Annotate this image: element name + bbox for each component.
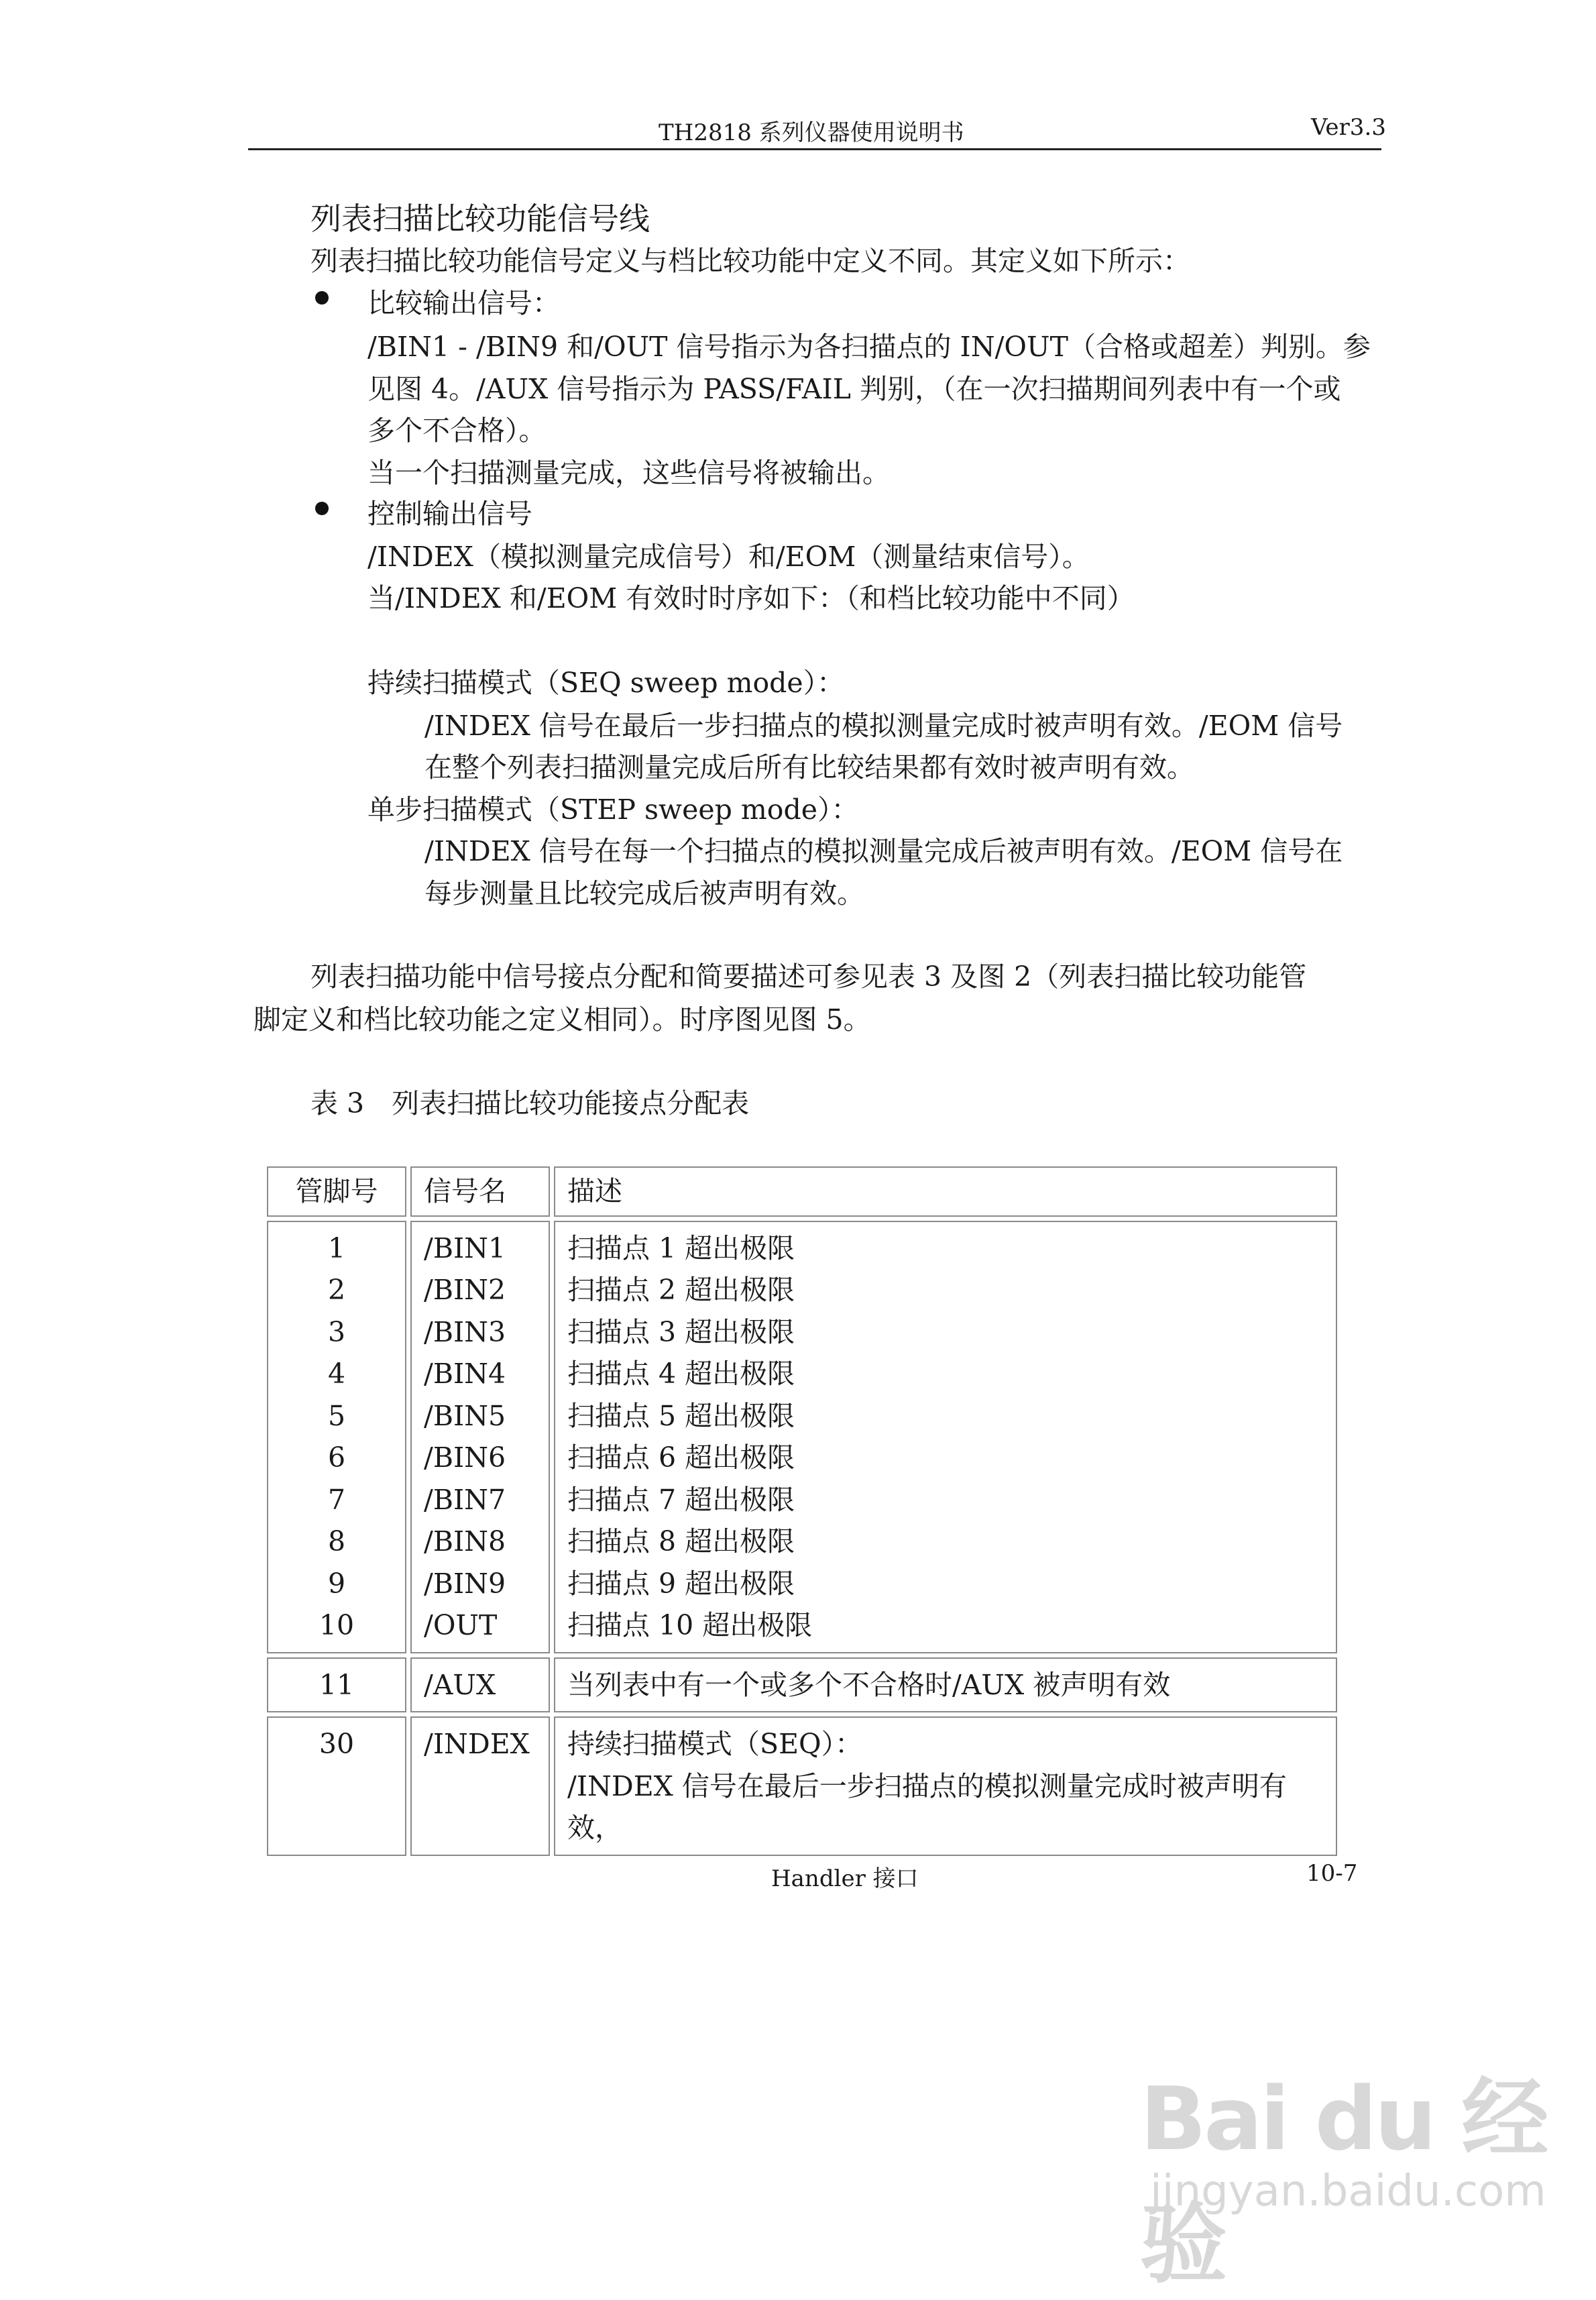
- signal-name: /BIN7: [424, 1483, 506, 1516]
- signal-description: 扫描点 3 超出极限: [567, 1315, 795, 1348]
- signal-name: /BIN3: [424, 1315, 506, 1348]
- header-rule: [248, 148, 1381, 150]
- pin-number: 5: [327, 1399, 346, 1432]
- pin-assignment-table: [263, 1162, 1341, 1860]
- header-pin-number: 管脚号: [267, 1166, 406, 1217]
- signal-name: /BIN2: [424, 1274, 506, 1306]
- footer-page-number: 10-7: [1306, 1860, 1358, 1887]
- pin-number: 10: [319, 1609, 355, 1641]
- signal-name: /BIN9: [424, 1567, 506, 1600]
- pin-number: 8: [327, 1525, 346, 1557]
- header-signal-name: 信号名: [410, 1166, 550, 1217]
- header-description: 描述: [554, 1166, 1337, 1217]
- signal-description: 扫描点 1 超出极限: [567, 1231, 795, 1264]
- section-title: 列表扫描比较功能信号线: [310, 201, 650, 237]
- bullet-text-line: /INDEX（模拟测量完成信号）和/EOM（测量结束信号）。: [367, 541, 1090, 573]
- running-header-title: TH2818 系列仪器使用说明书: [659, 119, 964, 146]
- signal-name: /BIN8: [424, 1525, 506, 1557]
- pin-number: 3: [327, 1315, 346, 1348]
- mode-title-seq: 持续扫描模式（SEQ sweep mode）：: [367, 667, 845, 699]
- bullet-dot: [315, 502, 329, 515]
- description-cell: [554, 1221, 1337, 1653]
- intro-paragraph: 列表扫描比较功能信号定义与档比较功能中定义不同。其定义如下所示：: [310, 245, 1190, 277]
- table-header-row: [267, 1166, 1337, 1217]
- signal-description: 扫描点 4 超出极限: [567, 1358, 795, 1390]
- signal-description: 扫描点 7 超出极限: [567, 1483, 795, 1516]
- bullet-text-line: 当/INDEX 和/EOM 有效时时序如下：（和档比较功能中不同）: [367, 582, 1135, 614]
- pin-number: 6: [327, 1441, 346, 1474]
- signal-description: /INDEX 信号在最后一步扫描点的模拟测量完成时被声明有效，: [567, 1769, 1287, 1844]
- pin-number: 30: [267, 1716, 406, 1856]
- mode-title-step: 单步扫描模式（STEP sweep mode）：: [367, 793, 859, 826]
- signal-name: /BIN6: [424, 1441, 506, 1474]
- pin-number: 4: [327, 1358, 346, 1390]
- summary-line: 列表扫描功能中信号接点分配和简要描述可参见表 3 及图 2（列表扫描比较功能管: [310, 961, 1307, 993]
- bullet-text-line: /BIN1 - /BIN9 和/OUT 信号指示为各扫描点的 IN/OUT（合格或超差）判别。参: [367, 331, 1371, 363]
- signal-description: 当列表中有一个或多个不合格时/AUX 被声明有效: [554, 1657, 1337, 1713]
- signal-description: 扫描点 5 超出极限: [567, 1399, 795, 1432]
- bullet-dot: [315, 291, 329, 305]
- bullet-title-control-output: 控制输出信号: [367, 498, 532, 530]
- pin-number: 1: [327, 1231, 346, 1264]
- table-row-index: [267, 1716, 1337, 1856]
- table-row-bin-group: [267, 1221, 1337, 1653]
- watermark-logo: Bai du 经验: [1140, 2068, 1546, 2295]
- bullet-title-compare-output: 比较输出信号：: [367, 287, 560, 319]
- mode-text-line: /INDEX 信号在最后一步扫描点的模拟测量完成时被声明有效。/EOM 信号: [424, 710, 1343, 742]
- signal-name: /BIN1: [424, 1231, 506, 1264]
- signal-description: 扫描点 9 超出极限: [567, 1567, 795, 1600]
- mode-text-line: 每步测量且比较完成后被声明有效。: [424, 877, 864, 910]
- table-caption: 表 3 列表扫描比较功能接点分配表: [310, 1087, 750, 1119]
- mode-text-line: 在整个列表扫描测量完成后所有比较结果都有效时被声明有效。: [424, 751, 1194, 783]
- signal-description: 持续扫描模式（SEQ）：: [567, 1728, 863, 1760]
- table-row-aux: [267, 1657, 1337, 1713]
- running-header-version: Ver3.3: [1311, 114, 1386, 141]
- signal-name: /OUT: [424, 1609, 498, 1641]
- bullet-text-line: 多个不合格）。: [367, 415, 547, 447]
- signal-cell: [410, 1221, 550, 1653]
- signal-name: /BIN5: [424, 1399, 506, 1432]
- pin-cell: [267, 1221, 406, 1653]
- mode-text-line: /INDEX 信号在每一个扫描点的模拟测量完成后被声明有效。/EOM 信号在: [424, 835, 1343, 867]
- signal-description: 扫描点 2 超出极限: [567, 1274, 795, 1306]
- signal-name: /AUX: [410, 1657, 550, 1713]
- signal-description: 扫描点 8 超出极限: [567, 1525, 795, 1557]
- signal-description: 扫描点 10 超出极限: [567, 1609, 813, 1641]
- signal-name: /INDEX: [410, 1716, 550, 1856]
- signal-name: /BIN4: [424, 1358, 506, 1390]
- pin-number: 7: [327, 1483, 346, 1516]
- signal-description: 扫描点 6 超出极限: [567, 1441, 795, 1474]
- watermark-url: jingyan.baidu.com: [1150, 2167, 1546, 2216]
- pin-number: 9: [327, 1567, 346, 1600]
- pin-number: 11: [267, 1657, 406, 1713]
- summary-line: 脚定义和档比较功能之定义相同）。时序图见图 5。: [253, 1003, 871, 1036]
- bullet-text-line: 见图 4。/AUX 信号指示为 PASS/FAIL 判别，（在一次扫描期间列表中有一个或: [367, 373, 1341, 405]
- pin-number: 2: [327, 1274, 346, 1306]
- footer-section: Handler 接口: [771, 1865, 919, 1892]
- bullet-text-line: 当一个扫描测量完成，这些信号将被输出。: [367, 457, 890, 489]
- description-cell: [554, 1716, 1337, 1856]
